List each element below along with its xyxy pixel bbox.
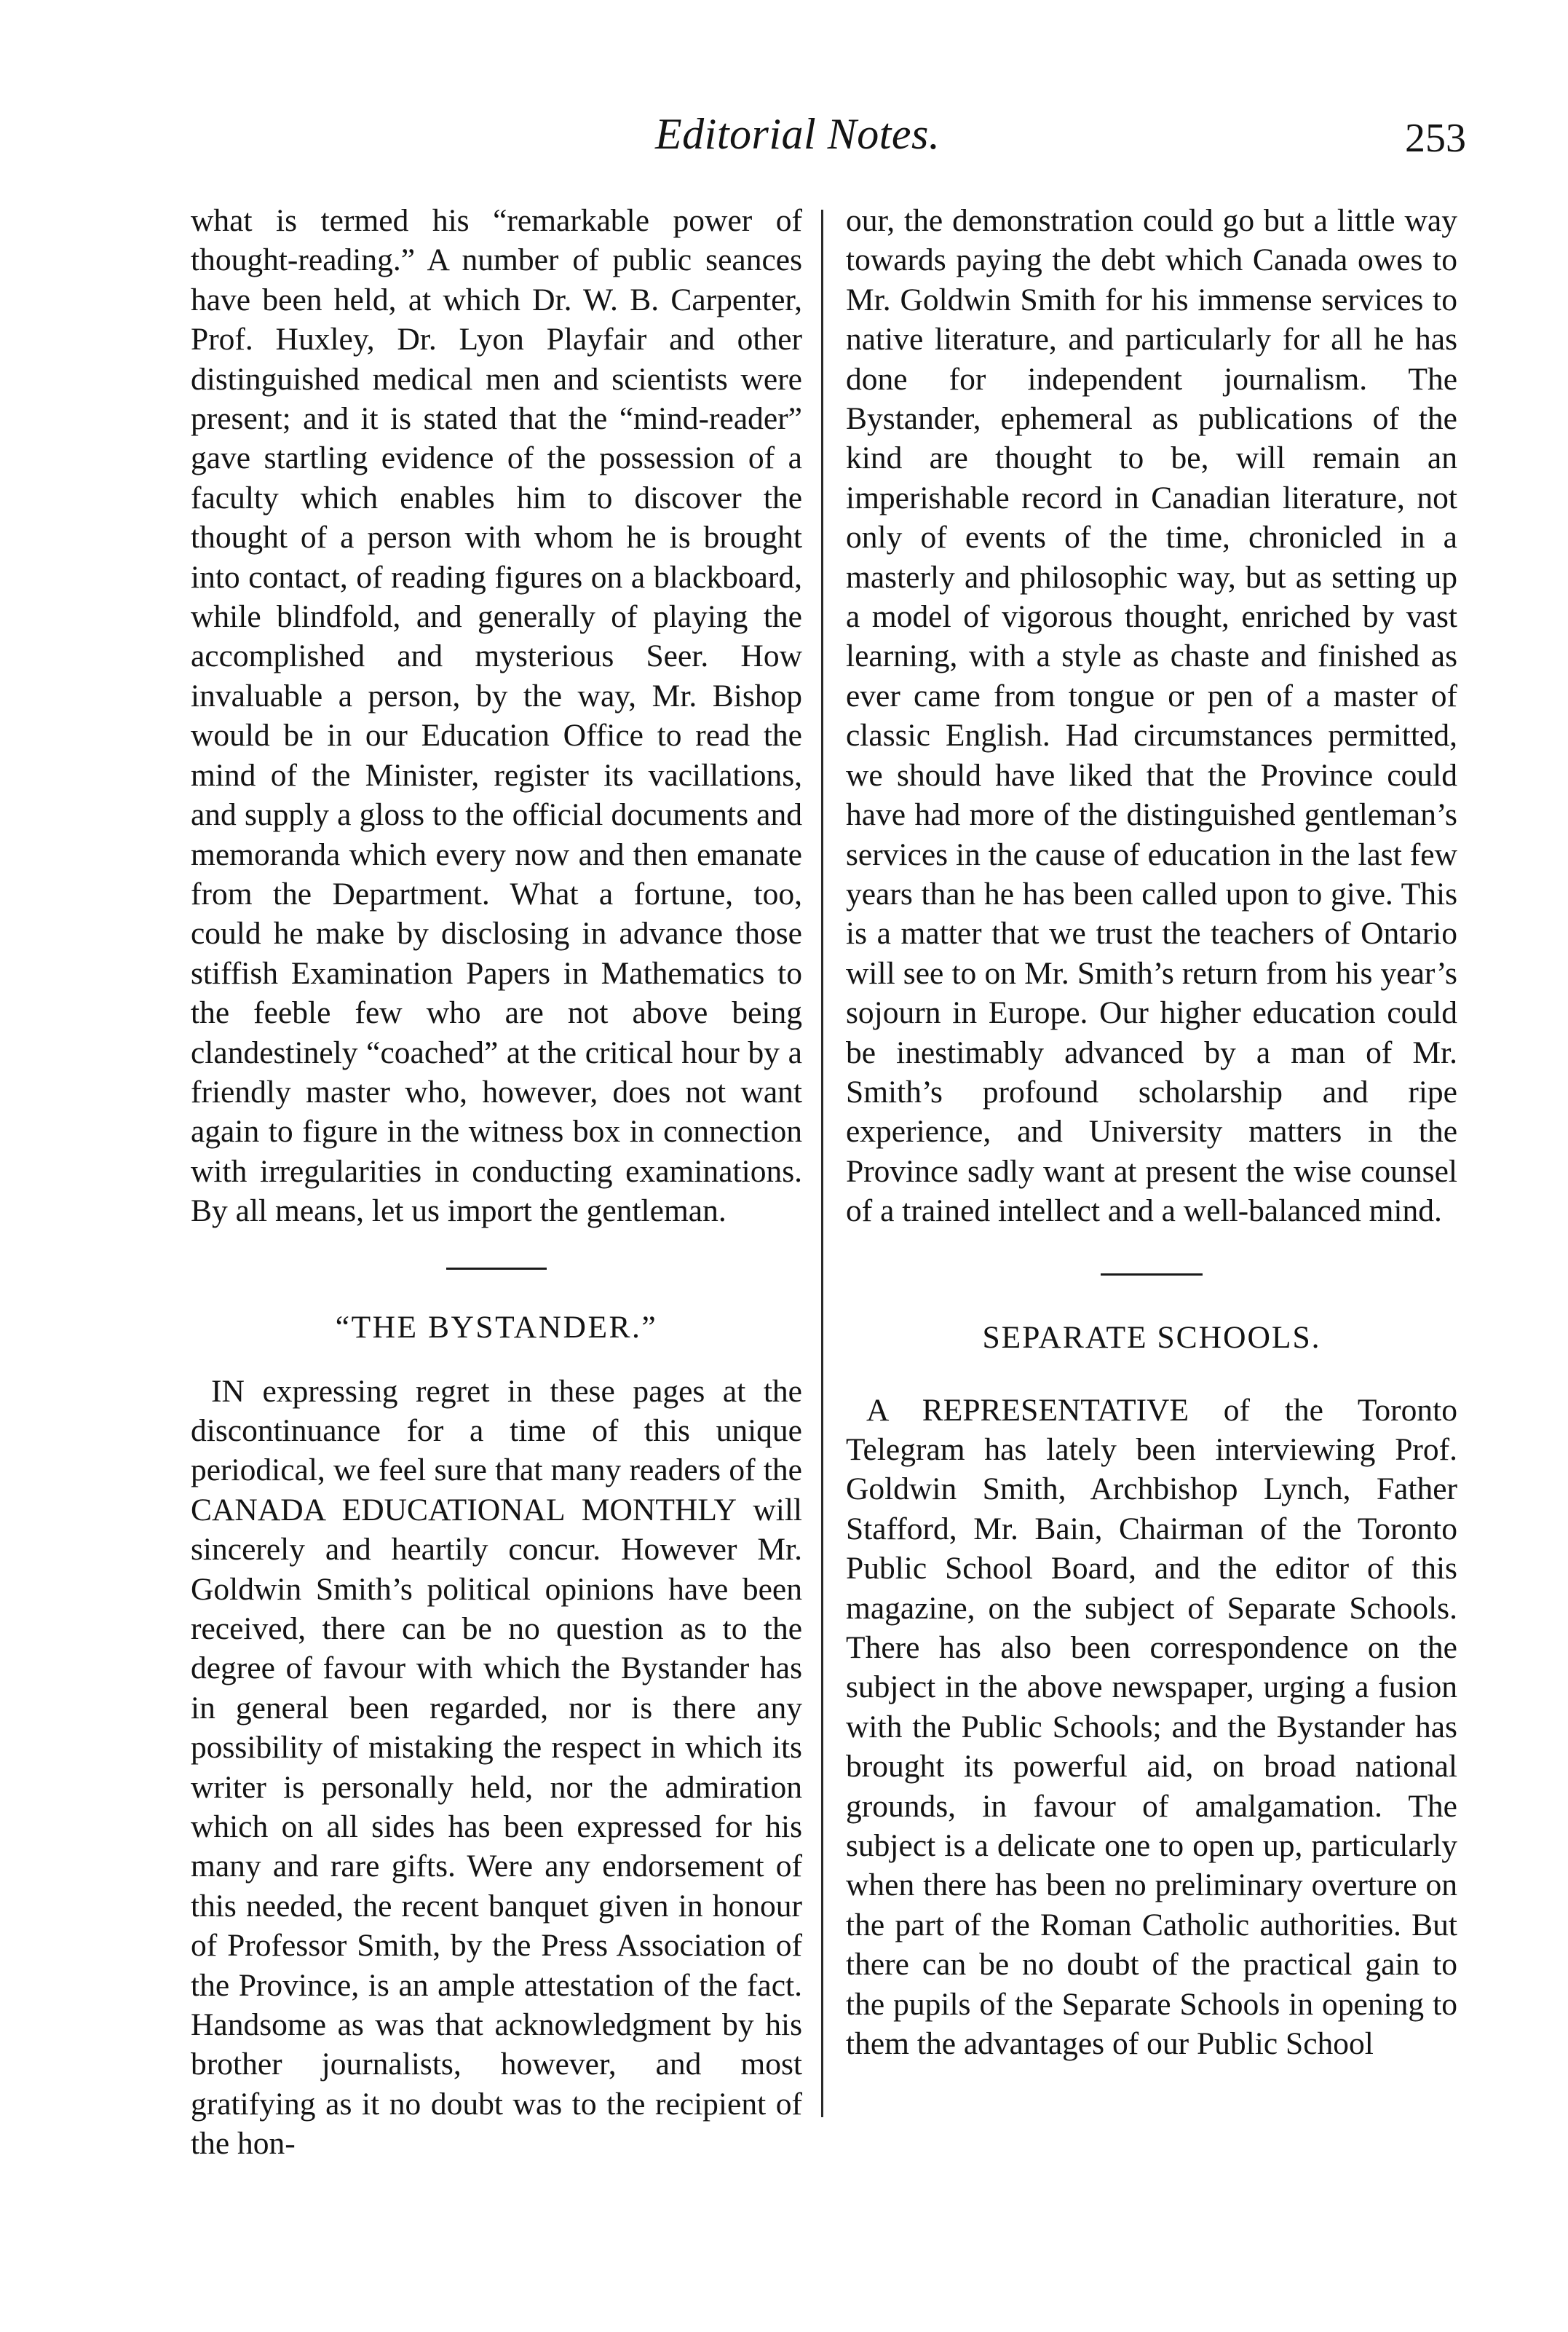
separate-schools-paragraph: A REPRESENTATIVE of the Toronto Telegram has lately been interviewing Prof. Goldwin Smith, Archbishop Lynch, Father Stafford, Mr. Bain, Chairman of the Toronto Public School Board, and the editor of this magazine, on the subject of Separate Schools. There has also been correspondence on the subject in the above newspaper, urging a fusion with the Public Schools; and the Bystander has brought its powerful aid, on broad national grounds, in favour of amalgamation. The subject is a delicate one to open up, particularly when there has been no preliminary overture on the part of the Roman Catholic authorities. But there can be no doubt of the practical gain to the pupils of the Separate Schools in opening to them the advantages of our Public School	[846, 1392, 1457, 2062]
left-column	[191, 201, 802, 2164]
right-column	[846, 201, 1457, 2063]
column-divider	[821, 210, 823, 2117]
two-column-body	[191, 201, 1463, 2167]
mind-reader-paragraph: what is termed his “remarkable power of thought-reading.” A number of public seances have been held, at which Dr. W. B. Carpenter, Prof. Huxley, Dr. Lyon Playfair and other distinguished medical men and scientists were present; and it is stated that the “mind-reader” gave startling evidence of the possession of a faculty which enables him to discover the thought of a person with whom he is brought into contact, of reading figures on a blackboard, while blindfold, and generally of playing the accomplished and mysterious Seer. How invaluable a person, by the way, Mr. Bishop would be in our Education Office to read the mind of the Minister, register its vacillations, and supply a gloss to the official documents and memoranda which every now and then emanate from the Department. What a fortune, too, could he make by disclosing in advance those stiffish Examination Papers in Mathematics to the feeble few who are not above being clandestinely “coached” at the critical hour by a friendly master who, however, does not want again to figure in the witness box in connection with irregularities in conducting examinations. By all means, let us import the gentleman.	[191, 203, 802, 1229]
bystander-continuation-paragraph: our, the demonstration could go but a little way towards paying the debt which Canada owes to Mr. Goldwin Smith for his immense services to native literature, and particularly for all he has done for independent journalism. The Bystander, ephemeral as publications of the kind are thought to be, will remain an imperishable record in Canadian literature, not only of events of the time, chronicled in a masterly and philosophic way, but as setting up a model of vigorous thought, enriched by vast learning, with a style as chaste and finished as ever came from tongue or pen of a master of classic English. Had circumstances permitted, we should have liked that the Province could have had more of the distinguished gentleman’s services in the cause of education in the last few years than he has been called upon to give. This is a matter that we trust the teachers of Ontario will see to on Mr. Smith’s return from his year’s sojourn in Europe. Our higher education could be inestimably advanced by a man of Mr. Smith’s profound scholarship and ripe experience, and University matters in the Province sadly want at present the wise counsel of a trained intellect and a well-balanced mind.	[846, 203, 1457, 1229]
section-heading-bystander: “THE BYSTANDER.”	[335, 1309, 658, 1345]
section-divider-rule	[1101, 1273, 1203, 1276]
bystander-paragraph: IN expressing regret in these pages at the discontinuance for a time of this unique periodical, we feel sure that many readers of the CANADA EDUCATIONAL MONTHLY will sincerely and heartily concur. However Mr. Goldwin Smith’s political opinions have been received, there can be no question as to the degree of favour with which the Bystander has in general been regarded, nor is there any possibility of mistaking the respect in which its writer is personally held, nor the admiration which on all sides has been expressed for his many and rare gifts. Were any endorsement of this needed, the recent banquet given in honour of Professor Smith, by the Press Association of the Province, is an ample attestation of the fact. Handsome as was that acknowledgment by his brother journalists, however, and most gratifying as it no doubt was to the recipient of the hon-	[191, 1373, 802, 2162]
page-header	[0, 109, 1568, 175]
running-title: Editorial Notes.	[655, 110, 941, 158]
section-divider-rule	[446, 1268, 547, 1270]
section-heading-separate-schools: SEPARATE SCHOOLS.	[982, 1319, 1321, 1355]
page-number: 253	[1405, 116, 1466, 161]
